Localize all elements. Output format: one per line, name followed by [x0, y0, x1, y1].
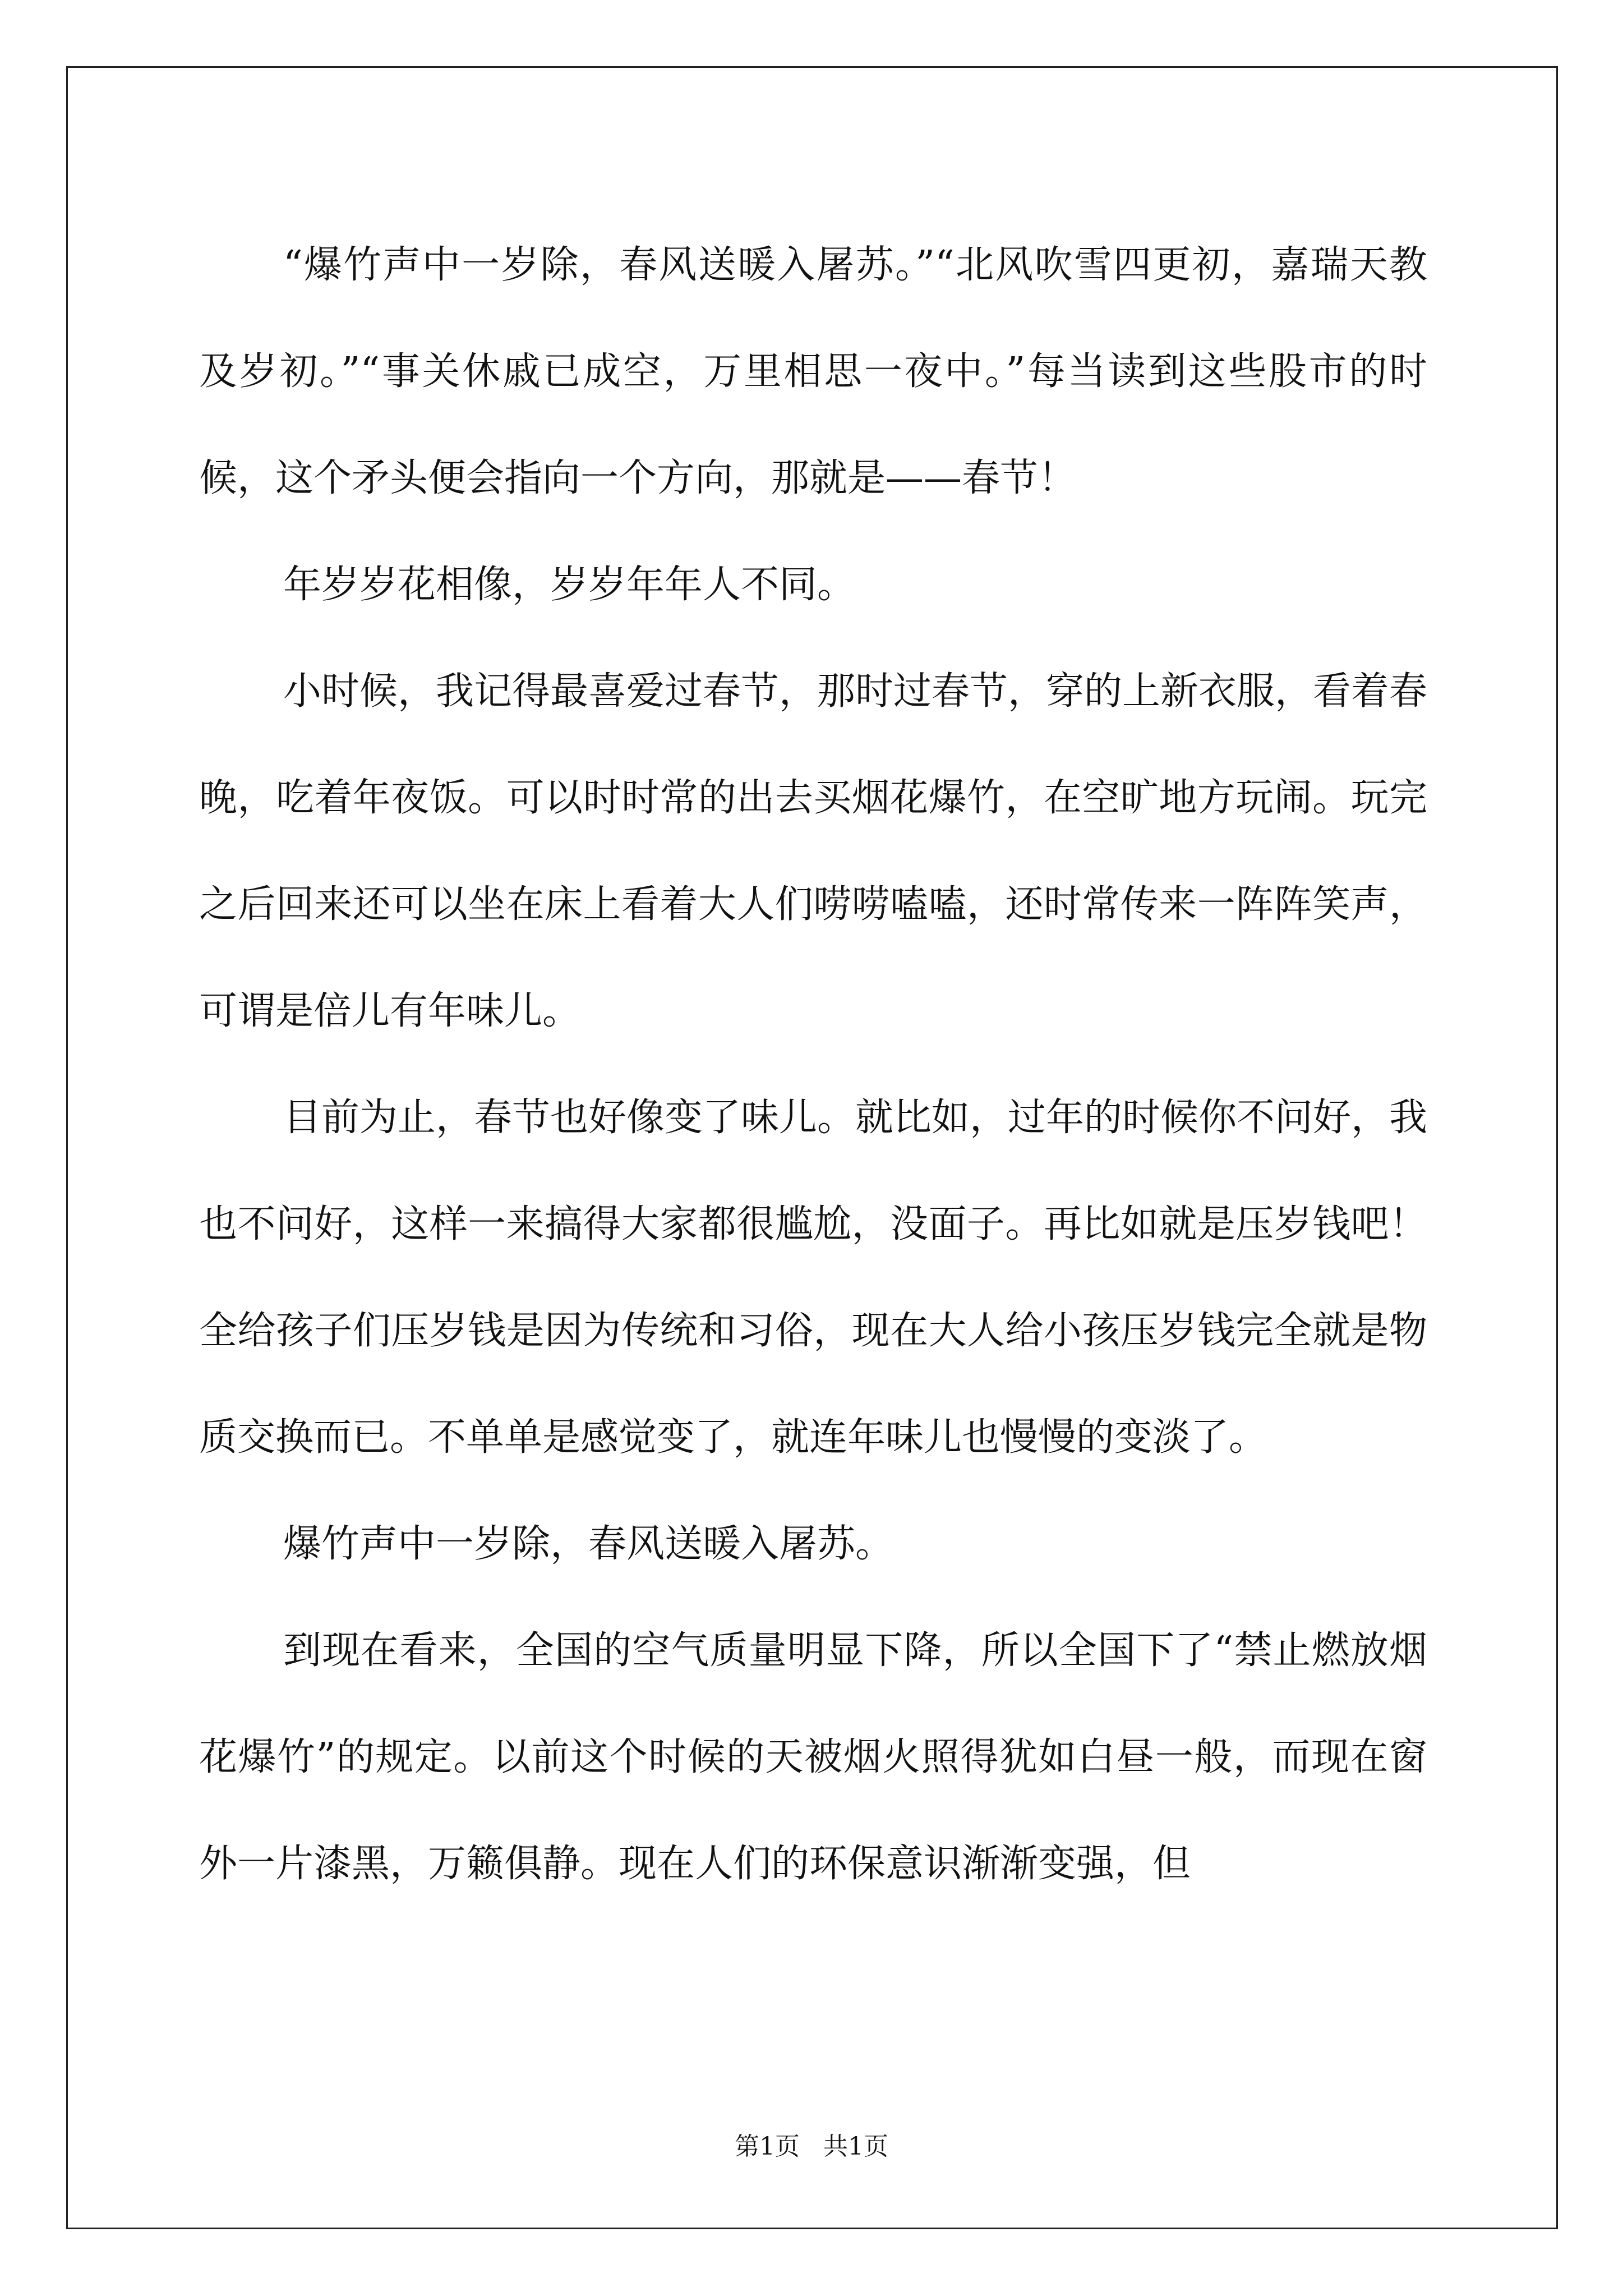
- document-body: [199, 212, 1427, 1917]
- paragraph-5: 爆竹声中一岁除，春风送暖入屠苏。: [283, 1522, 894, 1566]
- paragraph-3: 小时候，我记得最喜爱过春节，那时过春节，穿的上新衣服，看着春晚，吃着年夜饭。可以时时常的出去买烟花爆竹，在空旷地方玩闹。玩完之后回来还可以坐在床上看着大人们唠唠嗑嗑，还时常传来一阵阵笑声，可谓是倍儿有年味儿。: [199, 669, 1428, 1033]
- paragraph-6: 到现在看来，全国的空气质量明显下降，所以全国下了“禁止燃放烟花爆竹”的规定。以前这个时候的天被烟火照得犹如白昼一般，而现在窗外一片漆黑，万籁俱静。现在人们的环保意识渐渐变强，但: [199, 1628, 1427, 1886]
- paragraph-2: 年岁岁花相像，岁岁年年人不同。: [283, 563, 856, 607]
- paragraph-1: “爆竹声中一岁除，春风送暖入屠苏。”“北风吹雪四更初，嘉瑞天教及岁初。”“事关休戚已成空，万里相思一夜中。”每当读到这些股市的时候，这个矛头便会指向一个方向，那就是——春节！: [199, 243, 1427, 500]
- paragraph-4: 目前为止，春节也好像变了味儿。就比如，过年的时候你不问好，我也不问好，这样一来搞得大家都很尴尬，没面子。再比如就是压岁钱吧！全给孩子们压岁钱是因为传统和习俗，现在大人给小孩压岁钱完全就是物质交换而已。不单单是感觉变了，就连年味儿也慢慢的变淡了。: [199, 1096, 1428, 1460]
- page-footer: 第1页 共1页: [735, 2132, 888, 2161]
